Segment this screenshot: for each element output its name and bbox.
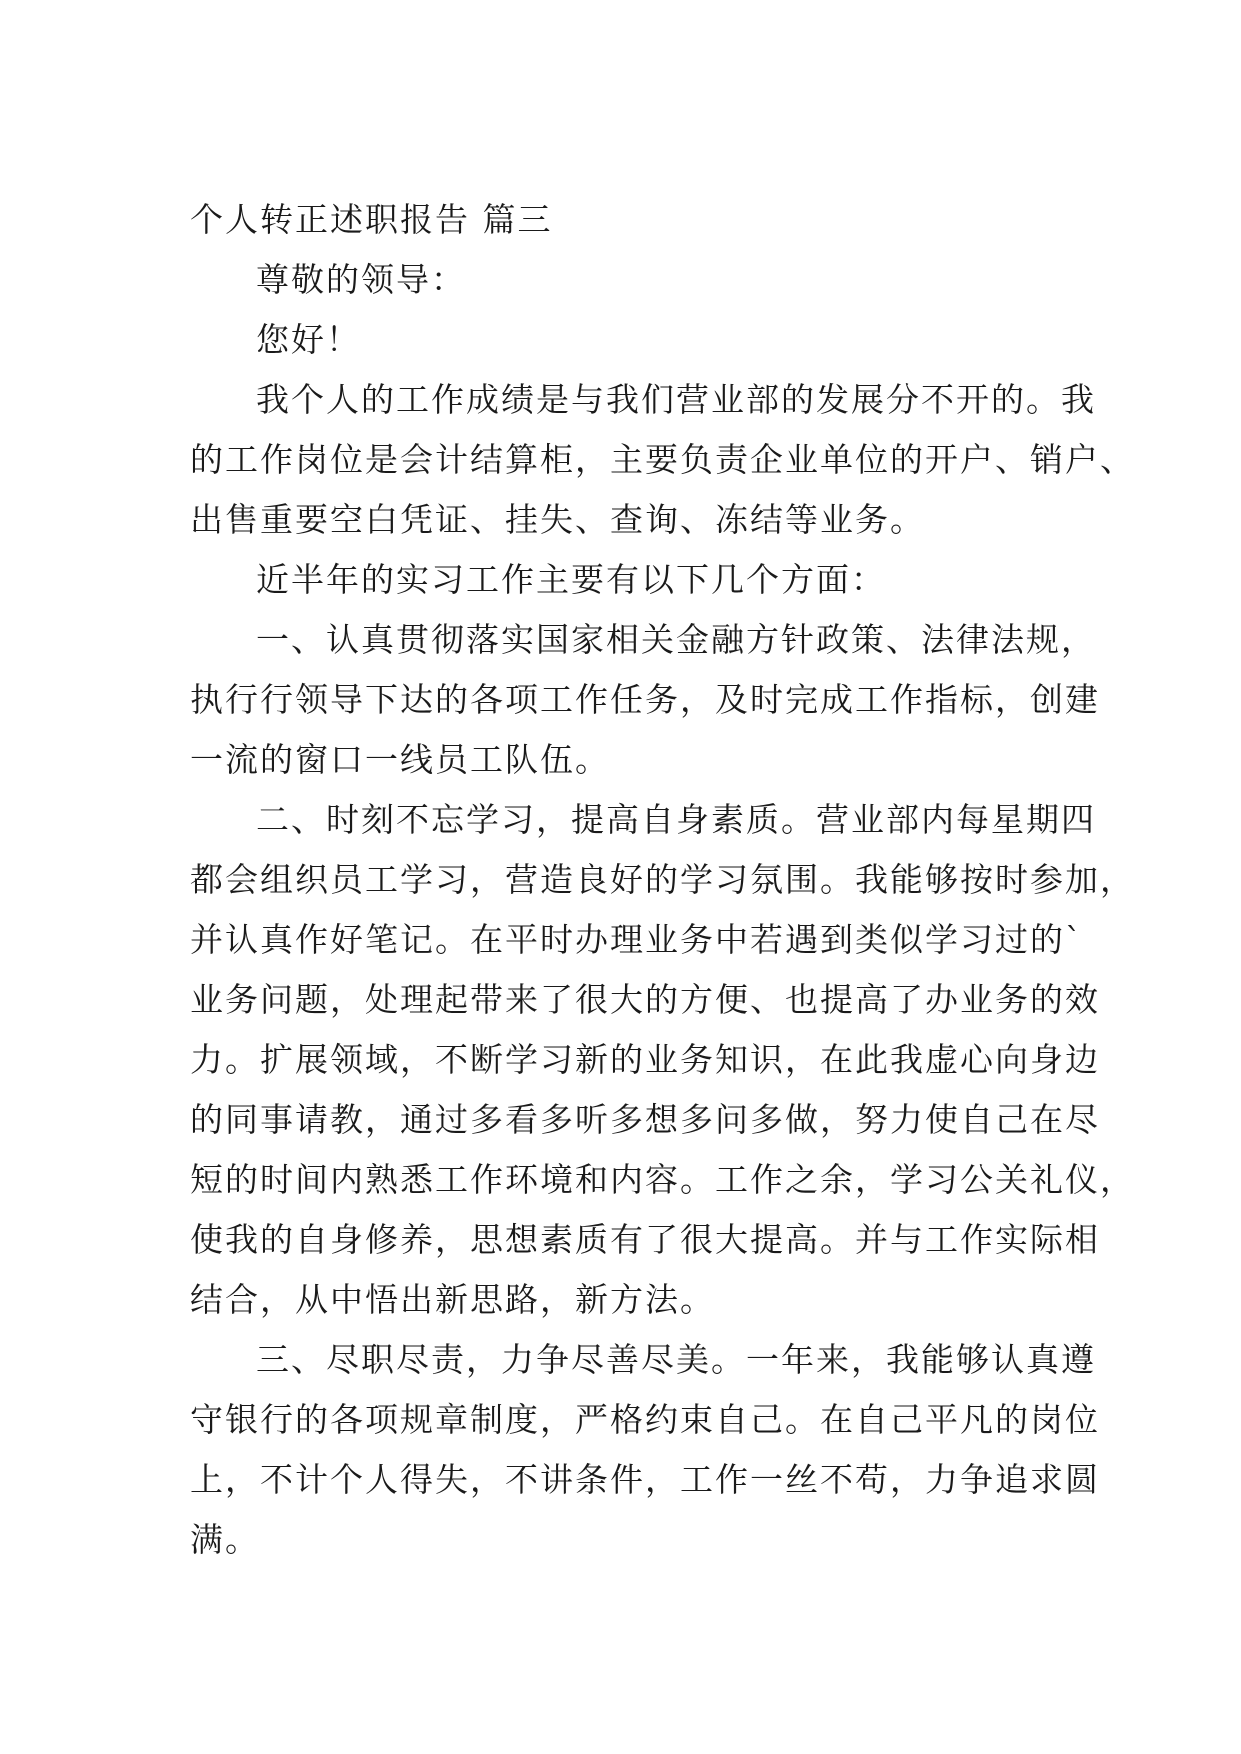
paragraph-line: 出售重要空白凭证、挂失、查询、冻结等业务。 — [190, 500, 925, 539]
paragraph-line: 力。扩展领域，不断学习新的业务知识，在此我虚心向身边 — [190, 1040, 1100, 1079]
paragraph-line: 使我的自身修养，思想素质有了很大提高。并与工作实际相 — [190, 1220, 1100, 1259]
paragraph-line: 并认真作好笔记。在平时办理业务中若遇到类似学习过的` — [190, 920, 1084, 959]
document-body — [190, 190, 1135, 1570]
paragraph-line: 满。 — [190, 1520, 260, 1559]
paragraph — [190, 370, 1135, 550]
paragraph-line: 结合，从中悟出新思路，新方法。 — [190, 1280, 715, 1319]
paragraph-line: 短的时间内熟悉工作环境和内容。工作之余，学习公关礼仪， — [190, 1160, 1135, 1199]
paragraph-line: 三、尽职尽责，力争尽善尽美。一年来，我能够认真遵 — [256, 1340, 1096, 1379]
paragraph-line: 一、认真贯彻落实国家相关金融方针政策、法律法规， — [256, 620, 1096, 659]
paragraph-line: 的工作岗位是会计结算柜，主要负责企业单位的开户、销户、 — [190, 440, 1135, 479]
paragraph-line: 近半年的实习工作主要有以下几个方面： — [256, 560, 886, 599]
paragraph-line: 一流的窗口一线员工队伍。 — [190, 740, 610, 779]
paragraph-line: 业务问题，处理起带来了很大的方便、也提高了办业务的效 — [190, 980, 1100, 1019]
paragraph — [190, 1330, 1100, 1570]
paragraph-line: 我个人的工作成绩是与我们营业部的发展分不开的。我 — [256, 380, 1096, 419]
paragraph — [190, 610, 1100, 790]
paragraph — [190, 550, 1065, 610]
document-title: 个人转正述职报告 篇三 — [190, 200, 553, 239]
greeting: 您好！ — [256, 320, 361, 359]
paragraph-line: 都会组织员工学习，营造良好的学习氛围。我能够按时参加， — [190, 860, 1135, 899]
salutation: 尊敬的领导： — [256, 260, 466, 299]
paragraph-line: 执行行领导下达的各项工作任务，及时完成工作指标，创建 — [190, 680, 1100, 719]
paragraph-line: 守银行的各项规章制度，严格约束自己。在自己平凡的岗位 — [190, 1400, 1100, 1439]
paragraph-line: 上，不计个人得失，不讲条件，工作一丝不苟，力争追求圆 — [190, 1460, 1100, 1499]
paragraph-line: 二、时刻不忘学习，提高自身素质。营业部内每星期四 — [256, 800, 1096, 839]
paragraph-line: 的同事请教，通过多看多听多想多问多做，努力使自己在尽 — [190, 1100, 1100, 1139]
paragraph — [190, 790, 1135, 1330]
